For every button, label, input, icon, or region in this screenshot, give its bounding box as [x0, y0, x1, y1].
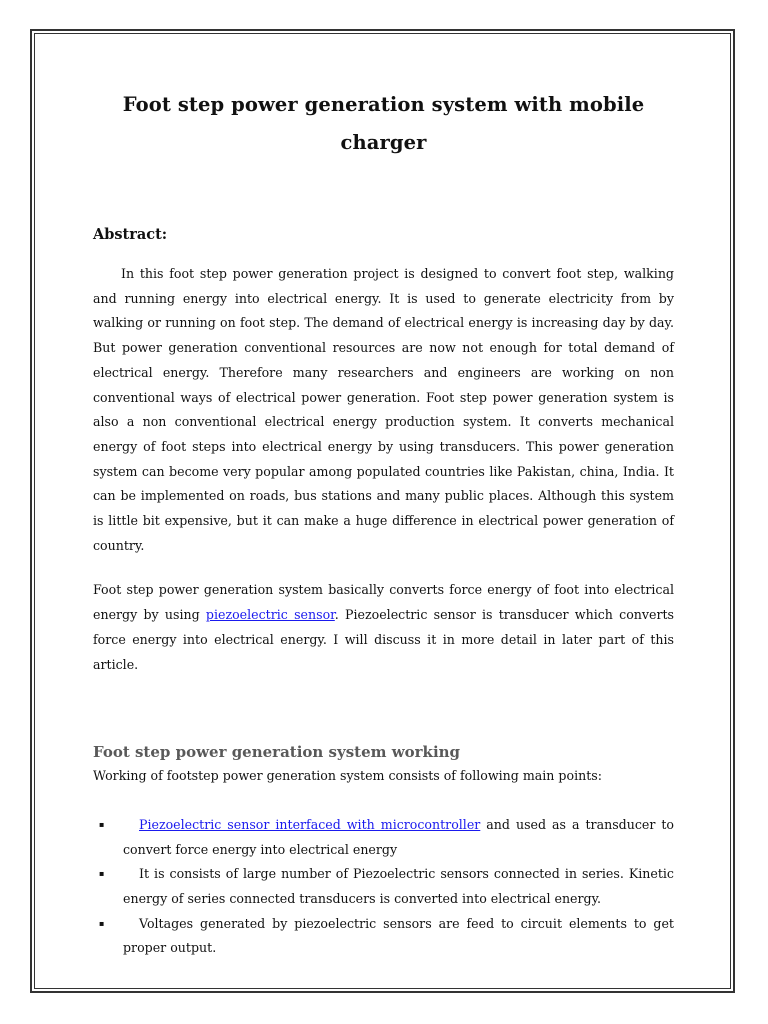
abstract-p2-text-before: Foot step power generation system basically converts force energy of foot into electrical energy by using: [93, 582, 674, 623]
abstract-paragraph-2: [93, 578, 674, 677]
microcontroller-link[interactable]: Piezoelectric sensor interfaced with microcontroller: [139, 816, 481, 832]
section-heading: Foot step power generation system working: [93, 743, 461, 762]
document-title: Foot step power generation system with mobile charger: [122, 93, 645, 154]
bullet-icon: ▪: [99, 819, 105, 829]
bullet-icon: ▪: [99, 869, 105, 879]
abstract-p2-text-after: . Piezoelectric sensor is transducer which converts force energy into electrical energy. I will discuss it in more detail in later part of this article.: [93, 607, 674, 672]
document-body: [93, 86, 674, 961]
section-intro: Working of footstep power generation system consists of following main points:: [93, 768, 602, 784]
list-item: [93, 813, 674, 862]
bullet-icon: ▪: [99, 918, 105, 928]
abstract-paragraph-1: In this foot step power generation project is designed to convert foot step, walking and running energy into electrical energy. It is used to generate electricity from by walking or running on foot step. The demand of electrical energy is increasing day by day. But power generation conventional resources are now not enough for total demand of electrical energy. Therefore many researchers and engineers are working on non conventional ways of electrical power generation. Foot step power generation system is also a non conventional electrical energy production system. It converts mechanical energy of foot steps into electrical energy by using transducers. This power generation system can become very popular among populated countries like Pakistan, china, India. It can be implemented on roads, bus stations and many public places. Although this system is little bit expensive, but it can make a huge difference in electrical power generation of country.: [93, 266, 674, 553]
bullet-2-text: It is consists of large number of Piezoelectric sensors connected in series. Kinetic energy of series connected transducers is converted into electrical energy.: [123, 866, 674, 907]
piezoelectric-sensor-link[interactable]: piezoelectric sensor: [205, 607, 335, 623]
working-points-list: [93, 813, 674, 961]
abstract-heading: Abstract:: [93, 226, 168, 243]
list-item: [93, 912, 674, 961]
bullet-3-text: Voltages generated by piezoelectric sensors are feed to circuit elements to get proper output.: [123, 915, 674, 956]
list-item: [93, 862, 674, 911]
bullet-1-text: and used as a transducer to convert force energy into electrical energy: [123, 816, 674, 857]
